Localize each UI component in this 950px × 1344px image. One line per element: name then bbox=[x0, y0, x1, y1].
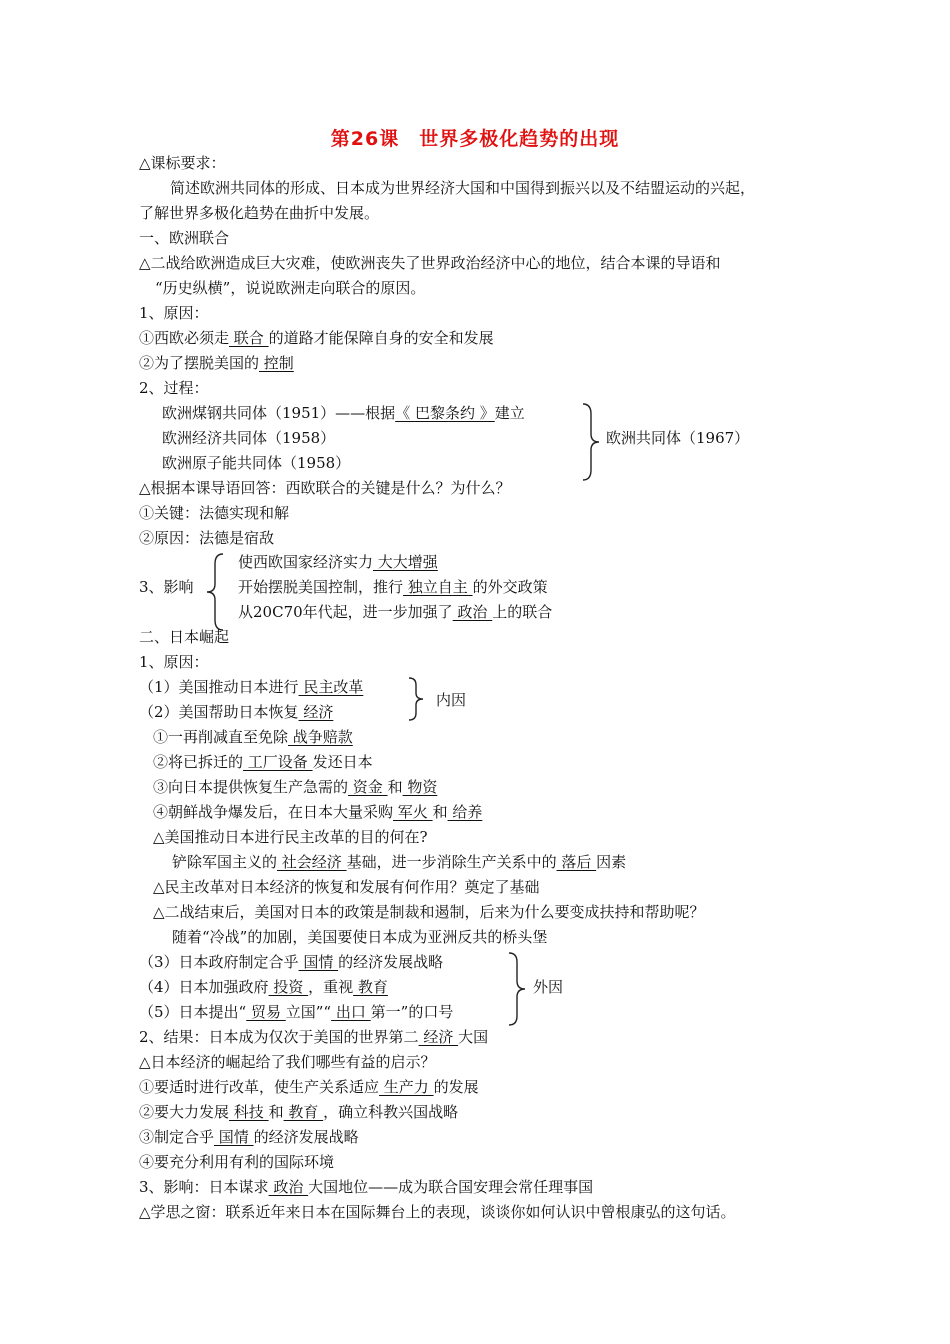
list-item: ②将已拆迁的 工厂设备 发还日本 bbox=[153, 753, 373, 771]
question-line: △日本经济的崛起给了我们哪些有益的启示？ bbox=[139, 1053, 436, 1071]
question-line: △二战结束后，美国对日本的政策是制裁和遏制，后来为什么要变成扶持和帮助呢？ bbox=[153, 903, 705, 921]
answer-blank: 贸易 bbox=[246, 1003, 286, 1021]
answer-blank: 国情 bbox=[298, 953, 339, 971]
list-item: ①关键：法德实现和解 bbox=[139, 504, 290, 522]
paragraph-line: 了解世界多极化趋势在曲折中发展。 bbox=[139, 204, 380, 222]
question-line: “历史纵横”，说说欧洲走向联合的原因。 bbox=[155, 279, 426, 297]
lesson-title: 第26课 世界多极化趋势的出现 bbox=[330, 128, 620, 150]
question-line: △学思之窗：联系近年来日本在国际舞台上的表现，谈谈你如何认识中曾根康弘的这句话。 bbox=[139, 1203, 736, 1221]
question-line: △二战给欧洲造成巨大灾难，使欧洲丧失了世界政治经济中心的地位，结合本课的导语和 bbox=[139, 254, 721, 272]
answer-blank: 教育 bbox=[283, 1103, 324, 1121]
section-heading: 一、欧洲联合 bbox=[139, 229, 230, 247]
answer-blank: 科技 bbox=[229, 1103, 269, 1121]
right-brace-icon bbox=[506, 951, 530, 1027]
list-item: ④朝鲜战争爆发后，在日本大量采购 军火 和 给养 bbox=[153, 803, 483, 821]
answer-blank: 独立自主 bbox=[403, 578, 473, 596]
list-item: ②原因：法德是宿敌 bbox=[139, 529, 275, 547]
subheading: 3、影响 bbox=[139, 578, 194, 596]
list-item: （4）日本加强政府 投资 ，重视 教育 bbox=[139, 978, 388, 996]
left-brace-icon bbox=[202, 552, 226, 632]
list-item: ①一再削减直至免除 战争赔款 bbox=[153, 728, 353, 746]
list-item: ①西欧必须走 联合 的道路才能保障自身的安全和发展 bbox=[139, 329, 494, 347]
list-item: （2）美国帮助日本恢复 经济 bbox=[139, 703, 334, 721]
list-item: ②为了摆脱美国的 控制 bbox=[139, 354, 294, 372]
section-label: △课标要求： bbox=[139, 154, 226, 172]
list-item: （3）日本政府制定合乎 国情 的经济发展战略 bbox=[139, 953, 444, 971]
subheading: 2、结果：日本成为仅次于美国的世界第二 经济 大国 bbox=[139, 1028, 489, 1046]
answer-blank: 民主改革 bbox=[298, 678, 364, 696]
list-item: ④要充分利用有利的国际环境 bbox=[139, 1153, 335, 1171]
answer-blank: 经济 bbox=[418, 1028, 459, 1046]
answer-blank: 军火 bbox=[393, 803, 433, 821]
subheading: 1、原因： bbox=[139, 653, 209, 671]
question-line: △根据本课导语回答：西欧联合的关键是什么？为什么？ bbox=[139, 479, 511, 497]
list-item: 从20C70年代起，进一步加强了 政治 上的联合 bbox=[238, 603, 553, 621]
list-item: 欧洲经济共同体（1958） bbox=[162, 429, 336, 447]
answer-blank: 国情 bbox=[214, 1128, 254, 1146]
answer-blank: 生产力 bbox=[379, 1078, 434, 1096]
answer-blank: 落后 bbox=[556, 853, 597, 871]
section-heading: 二、日本崛起 bbox=[139, 628, 230, 646]
list-item: ②要大力发展 科技 和 教育 ，确立科教兴国战略 bbox=[139, 1103, 459, 1121]
right-brace-icon bbox=[406, 676, 428, 722]
answer-blank: 资金 bbox=[348, 778, 388, 796]
list-item: （5）日本提出“ 贸易 立国”“ 出口 第一”的口号 bbox=[139, 1003, 454, 1021]
list-item: 欧洲原子能共同体（1958） bbox=[162, 454, 351, 472]
brace-result: 内因 bbox=[436, 691, 467, 709]
right-brace-icon bbox=[580, 402, 604, 482]
answer-blank: 《 巴黎条约 》 bbox=[395, 404, 495, 422]
answer-blank: 联合 bbox=[229, 329, 269, 347]
subheading: 1、原因： bbox=[139, 304, 209, 322]
answer-blank: 投资 bbox=[268, 978, 309, 996]
answer-blank: 控制 bbox=[259, 354, 294, 372]
question-line: △美国推动日本进行民主改革的目的何在? bbox=[153, 828, 428, 846]
question-line: △民主改革对日本经济的恢复和发展有何作用？奠定了基础 bbox=[153, 878, 540, 896]
subheading: 2、过程： bbox=[139, 379, 209, 397]
list-item: ③向日本提供恢复生产急需的 资金 和 物资 bbox=[153, 778, 438, 796]
answer-blank: 物资 bbox=[402, 778, 438, 796]
answer-blank: 大大增强 bbox=[373, 553, 438, 571]
answer-blank: 社会经济 bbox=[277, 853, 347, 871]
answer-blank: 教育 bbox=[353, 978, 388, 996]
answer-blank: 出口 bbox=[331, 1003, 371, 1021]
paragraph-line: 简述欧洲共同体的形成、日本成为世界经济大国和中国得到振兴以及不结盟运动的兴起， bbox=[170, 179, 756, 197]
answer-blank: 战争赔款 bbox=[288, 728, 353, 746]
brace-result: 外因 bbox=[533, 978, 564, 996]
subheading: 3、影响：日本谋求 政治 大国地位——成为联合国安理会常任理事国 bbox=[139, 1178, 594, 1196]
list-item: 开始摆脱美国控制，推行 独立自主 的外交政策 bbox=[238, 578, 548, 596]
answer-blank: 工厂设备 bbox=[243, 753, 313, 771]
list-item: ①要适时进行改革，使生产关系适应 生产力 的发展 bbox=[139, 1078, 479, 1096]
list-item: 欧洲煤钢共同体（1951）——根据《 巴黎条约 》建立 bbox=[162, 404, 525, 422]
answer-blank: 经济 bbox=[298, 703, 334, 721]
answer-blank: 给养 bbox=[447, 803, 483, 821]
answer-line: 随着“冷战”的加剧，美国要使日本成为亚洲反共的桥头堡 bbox=[172, 928, 548, 946]
answer-blank: 政治 bbox=[452, 603, 493, 621]
brace-result: 欧洲共同体（1967） bbox=[606, 429, 750, 447]
list-item: 使西欧国家经济实力 大大增强 bbox=[238, 553, 438, 571]
list-item: ③制定合乎 国情 的经济发展战略 bbox=[139, 1128, 359, 1146]
answer-line: 铲除军国主义的 社会经济 基础，进一步消除生产关系中的 落后 因素 bbox=[172, 853, 627, 871]
list-item: （1）美国推动日本进行 民主改革 bbox=[139, 678, 364, 696]
answer-blank: 政治 bbox=[268, 1178, 309, 1196]
